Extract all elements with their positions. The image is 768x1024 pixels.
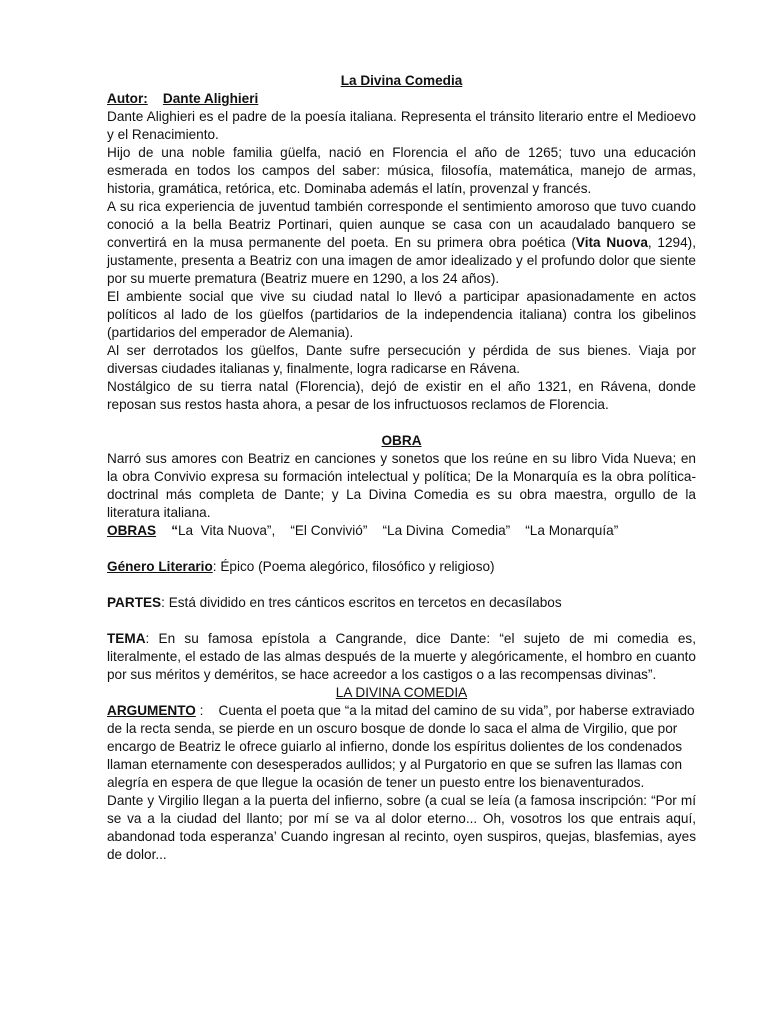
genero-text: : Épico (Poema alegórico, filosófico y religioso) [212,559,495,574]
argumento-paragraph [107,702,699,792]
obras-open-quote: “ [171,523,178,538]
bio-paragraph-2: Hijo de una noble familia güelfa, nació en Florencia el año de 1265; tuvo una educación esmerada en todos los campos del saber: música, filosofía, matemática, manejo de armas, historia, gramática, retórica, etc. Dominaba además el latín, provenzal y francés. [107,145,696,196]
author-name: Dante Alighieri [162,91,259,106]
tema-text: : En su famosa epístola a Cangrande, dice Dante: “el sujeto de mi comedia es, literalmente, el estado de las almas después de la muerte y alegóricamente, el hombro en cuanto por sus méritos y deméritos, se hace acreedor a los castigos o a las recompensas divinas”. [107,631,696,682]
genero-label: Género Literario [107,559,213,574]
document-title: La Divina Comedia [340,73,463,88]
argumento-paragraph-2: Dante y Virgilio llegan a la puerta del infierno, sobre (a cual se leía (a famosa inscripción: “Por mí se va a la ciudad del llanto; por mí se va al dolor eterno... Oh, vosotros los que entrais aquí, abandonad toda esperanza’ Cuando ingresan al recinto, oyen suspiros, quejas, blasfemias, ayes de dolor... [107,793,696,862]
obra-heading: OBRA [381,433,422,448]
obra-paragraph: Narró sus amores con Beatriz en canciones y sonetos que los reúne en su libro Vida Nueva; en la obra Convivio expresa su formación intelectual y política; De la Monarquía es la obra política-doctrinal más completa de Dante; y La Divina Comedia es su obra maestra, orgullo de la literatura italiana. [107,451,696,520]
argumento-text: : Cuenta el poeta que “a la mitad del camino de su vida”, por haberse extraviado de la recta senda, se pierde en un oscuro bosque de donde lo saca el alma de Virgilio, que por encargo de Beatriz le ofrece guiarlo al infierno, donde los espíritus dolientes de los condenados llaman eternamente con desesperados aullidos; y al Purgatorio en que se sufren las llamas con alegría en espera de que llegue la ocasión de tener un puesto entre los bienaventurados. [107,703,699,790]
bio-paragraph-3 [107,198,696,288]
spacer [107,414,696,432]
spacer [107,612,696,630]
bio-paragraph-4: El ambiente social que vive su ciudad natal lo llevó a participar apasionadamente en actos políticos al lado de los güelfos (partidarios de la independencia italiana) contra los gibelinos (partidarios del emperador de Alemania). [107,289,696,340]
bio3-text-before: A su rica experiencia de juventud también corresponde el sentimiento amoroso que tuvo cuando conoció a la bella Beatriz Portinari, quien aunque se casa con un acaudalado banquero se convertirá en la musa permanente del poeta. En su primera obra poética ( [107,199,696,250]
partes-label: PARTES [107,595,162,610]
bio-paragraph-6: Nostálgico de su tierra natal (Florencia), dejó de existir en el año 1321, en Rávena, donde reposan sus restos hasta ahora, a pesar de los infructuosos reclamos de Florencia. [107,379,696,412]
author-label: Autor: [107,91,148,106]
partes-line [107,594,696,612]
bio3-text-after: , 1294), justamente, presenta a Beatriz con una imagen de amor idealizado y el profundo dolor que siente por su muerte prematura (Beatriz muere en 1290, a los 24 años). [107,235,696,286]
partes-text: : Está dividido en tres cánticos escritos en tercetos en decasílabos [161,595,562,610]
argumento-label: ARGUMENTO [107,703,196,718]
bio-paragraph-5: Al ser derrotados los güelfos, Dante sufre persecución y pérdida de sus bienes. Viaja por diversas ciudades italianas y, finalmente, logra radicarse en Rávena. [107,343,696,376]
author-line [107,90,696,108]
obras-label: OBRAS [107,523,157,538]
spacer [107,540,696,558]
spacer [107,576,696,594]
tema-paragraph [107,630,696,684]
tema-label: TEMA [107,631,146,646]
obras-list: La Vita Nuova”, “El Convivió” “La Divina Comedia” “La Monarquía” [178,523,619,538]
vita-nuova-bold: Vita Nuova [575,235,648,250]
subtitle: LA DIVINA COMEDIA [335,685,468,700]
genero-line [107,558,696,576]
document-body [107,72,699,864]
obras-line [107,522,696,540]
bio-paragraph-1: Dante Alighieri es el padre de la poesía italiana. Representa el tránsito literario entre el Medioevo y el Renacimiento. [107,109,696,142]
